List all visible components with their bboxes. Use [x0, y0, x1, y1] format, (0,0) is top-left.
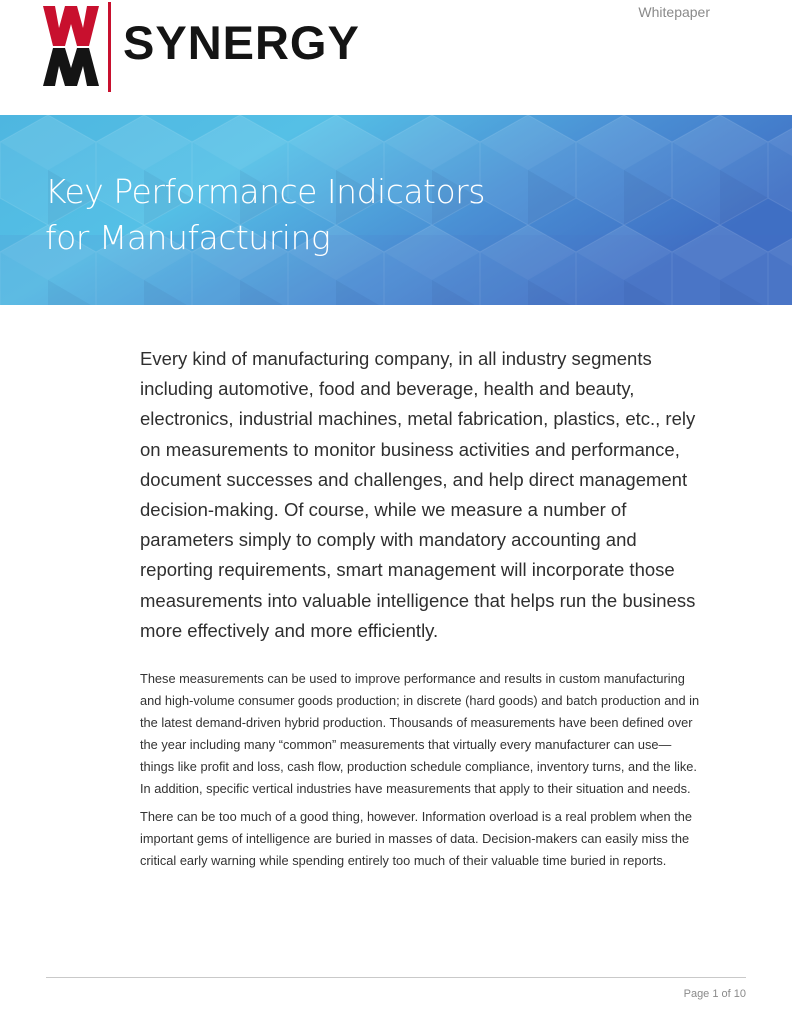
wm-logo-mark-icon [43, 2, 103, 90]
company-logo [43, 2, 423, 92]
body-paragraph-2: There can be too much of a good thing, however. Information overload is a real problem when the important gems of intelligence are buried in masses of data. Decision-makers can easily miss the critical early warning while spending entirely too much of their valuable time buried in reports. [140, 809, 693, 869]
document-body [140, 344, 700, 879]
logo-divider [108, 2, 111, 92]
body-paragraph-1: These measurements can be used to improve performance and results in custom manufacturing and high-volume consumer goods production; in discrete (hard goods) and batch production and in the latest demand-driven hybrid production. Thousands of measurements have been defined over the year including many “common” measurements that virtually every manufacturer can use—things like profit and loss, cash flow, production schedule compliance, inventory turns, and the like. In addition, specific vertical industries have measurements that apply to their situation and needs. [140, 671, 700, 796]
title-banner [0, 115, 792, 305]
document-type-label: Whitepaper [638, 4, 710, 20]
document-title [45, 169, 485, 261]
footer-divider [46, 977, 746, 978]
title-line-1: Key Performance Indicators [45, 172, 485, 211]
title-line-2: for Manufacturing [45, 218, 331, 257]
lead-paragraph: Every kind of manufacturing company, in all industry segments including automotive, food and beverage, health and beauty, electronics, industrial machines, metal fabrication, plastics, etc., rely on measurements to monitor business activities and performance, document successes and challenges, and help direct management decision-making. Of course, while we measure a number of parameters simply to comply with mandatory accounting and reporting requirements, smart management will incorporate those measurements into valuable intelligence that helps run the business more effectively and more efficiently. [140, 348, 696, 641]
brand-name: SYNERGY [123, 16, 360, 69]
page-number: Page 1 of 10 [683, 988, 746, 1000]
